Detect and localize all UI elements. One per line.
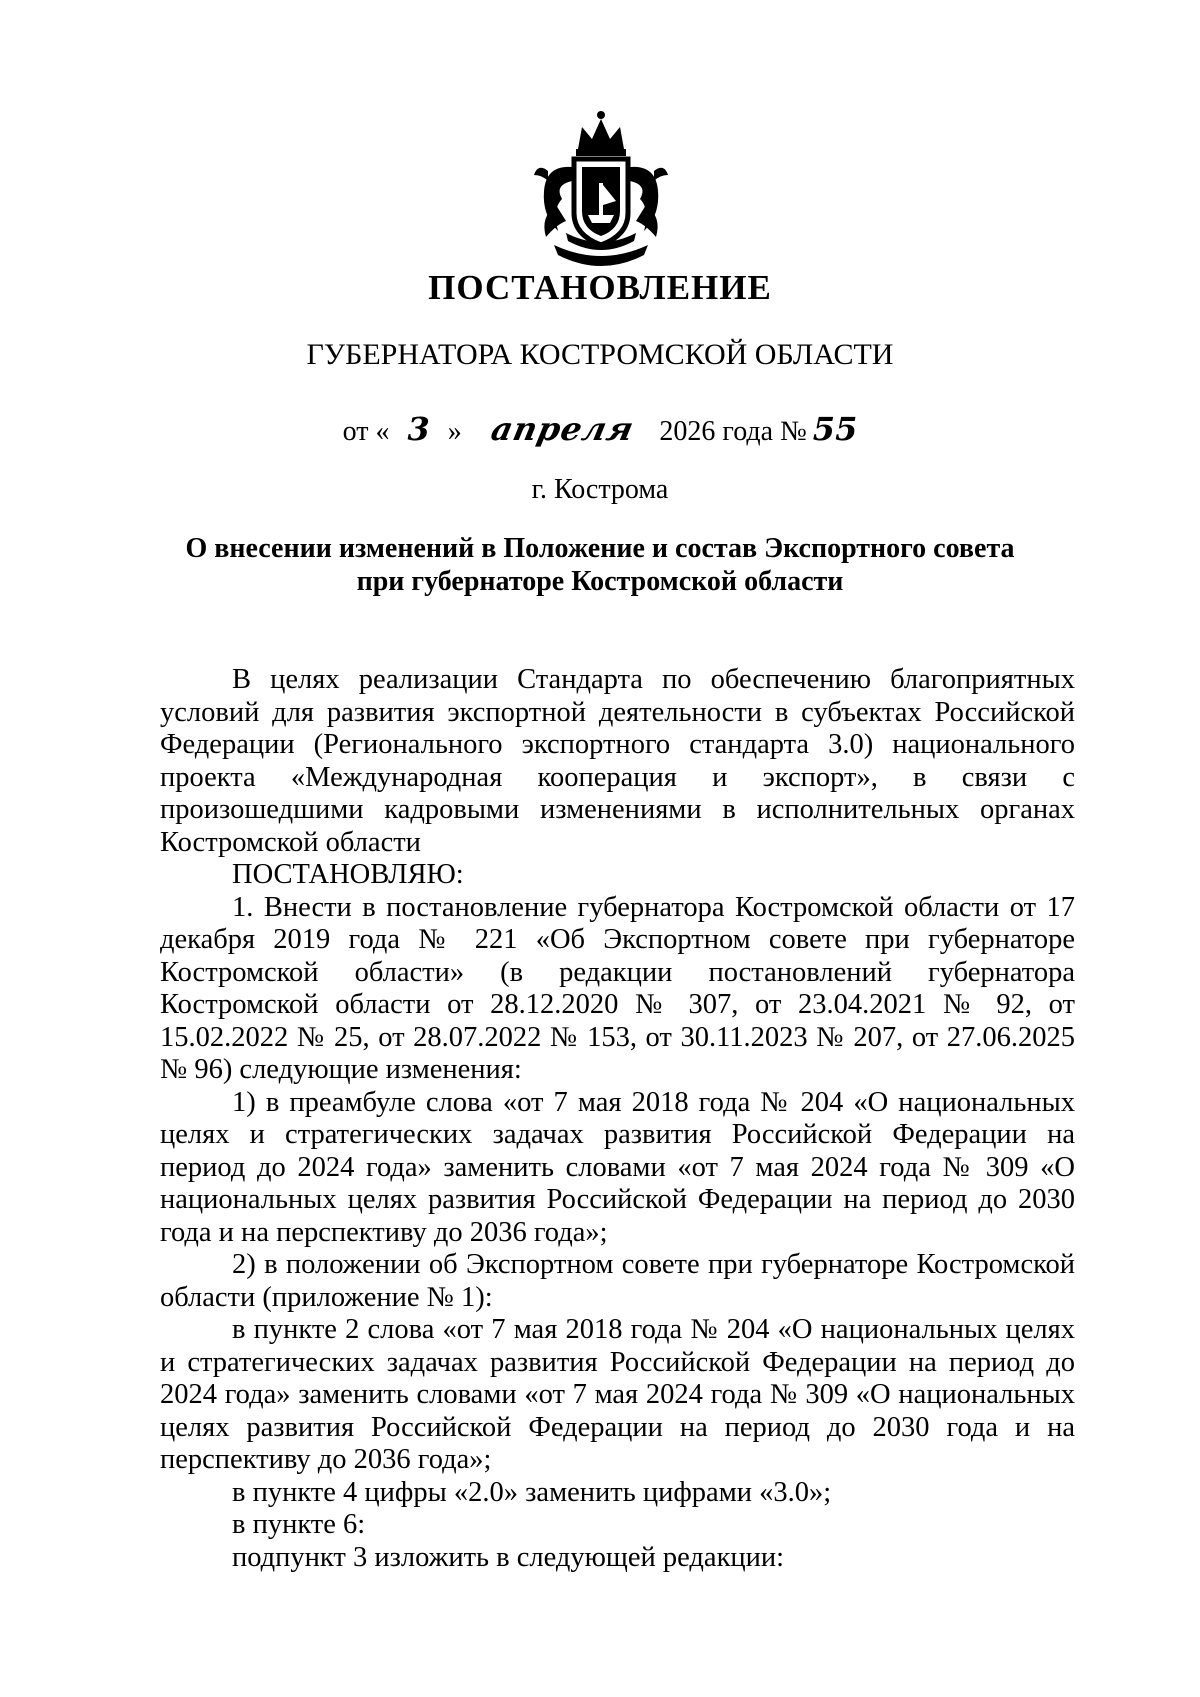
clause-1-paragraph: 1. Внести в постановление губернатора Костромской области от 17 декабря 2019 года № 221 «Об Экспортном совете при губернаторе Костромской области» (в редакции постановлений губернатора Костромской области от 28.12.2020 № 307, от 23.04.2021 № 92, от 15.02.2022 № 25, от 28.07.2022 № 153, от 30.11.2023 № 207, от 27.06.2025 № 96) следующие изменения: xyxy=(160,891,1075,1085)
document-body xyxy=(160,664,1075,1574)
issuer-subtitle: ГУБЕРНАТОРА КОСТРОМСКОЙ ОБЛАСТИ xyxy=(306,338,894,371)
subpoint-3-paragraph: подпункт 3 изложить в следующей редакции: xyxy=(232,1541,785,1573)
handwritten-day: 3 xyxy=(407,410,430,448)
handwritten-number: 55 xyxy=(812,410,858,448)
subclause-2-paragraph: 2) в положении об Экспортном совете при губернаторе Костромской области (приложение № 1): xyxy=(160,1249,1075,1313)
handwritten-month: апреля xyxy=(487,410,638,448)
subject-line-1: О внесении изменений в Положение и состав Экспортного совета xyxy=(185,533,1015,564)
subclause-1-paragraph: 1) в преамбуле слова «от 7 мая 2018 года № 204 «О национальных целях и стратегических задачах развития Российской Федерации на период до 2024 года» заменить словами «от 7 мая 2024 года № 309 «О национальных целях развития Российской Федерации на период до 2030 года и на перспективу до 2036 года»; xyxy=(160,1086,1075,1248)
document-title: ПОСТАНОВЛЕНИЕ xyxy=(428,268,772,307)
city-name: г. Кострома xyxy=(531,474,669,505)
point-2-paragraph: в пункте 2 слова «от 7 мая 2018 года № 204 «О национальных целях и стратегических задачах развития Российской Федерации на период до 2024 года» заменить словами «от 7 мая 2024 года № 309 «О национальных целях развития Российской Федерации на период до 2030 года и на перспективу до 2036 года»; xyxy=(160,1314,1075,1475)
date-prefix: от « xyxy=(342,416,390,447)
subject-line-2: при губернаторе Костромской области xyxy=(356,566,844,597)
date-year-text: 2026 года № xyxy=(659,416,807,447)
preamble-paragraph: В целях реализации Стандарта по обеспечению благоприятных условий для развития экспортной деятельности в субъектах Российской Федерации (Регионального экспортного стандарта 3.0) национального проекта «Международная кооперация и экспорт», в связи с произошедшими кадровыми изменениями в исполнительных органах Костромской области xyxy=(160,664,1075,858)
document-subject xyxy=(150,532,1050,598)
resolve-keyword: ПОСТАНОВЛЯЮ: xyxy=(232,859,464,890)
point-4-paragraph: в пункте 4 цифры «2.0» заменить цифрами «3.0»; xyxy=(232,1476,832,1508)
date-line xyxy=(0,410,1200,448)
coat-of-arms-icon xyxy=(526,105,676,275)
date-close-quote: » xyxy=(447,416,462,447)
point-6-paragraph: в пункте 6: xyxy=(232,1509,366,1540)
